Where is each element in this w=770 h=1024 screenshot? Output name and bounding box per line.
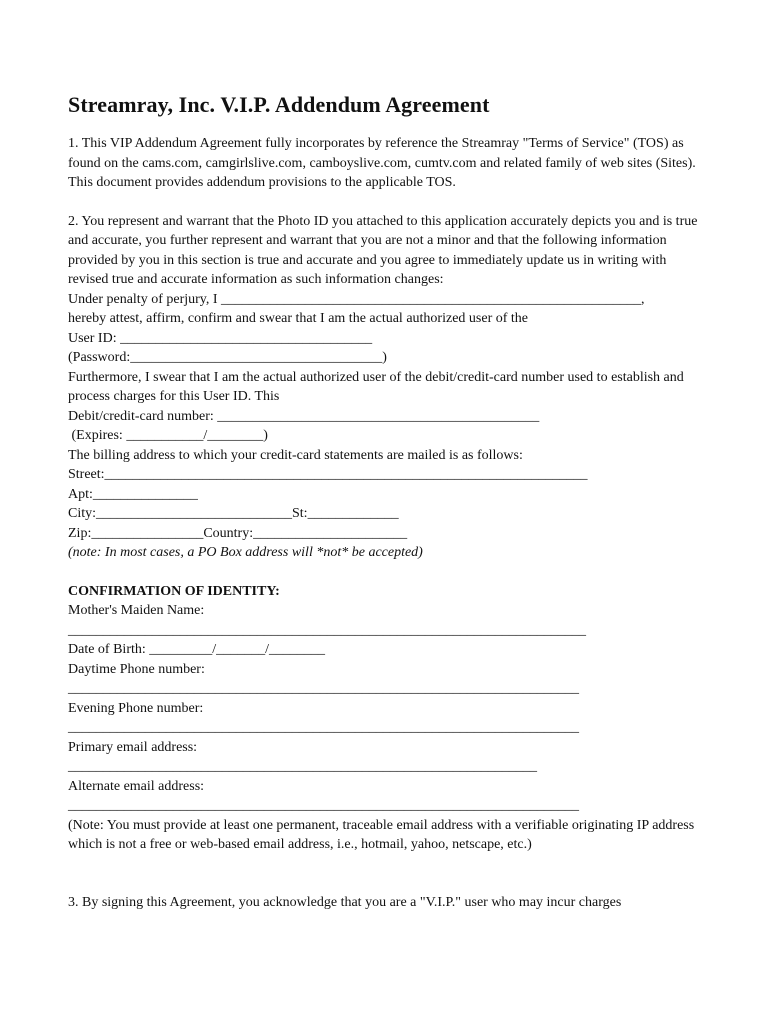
po-box-note: (note: In most cases, a PO Box address will *not* be accepted) (68, 545, 423, 560)
primary-email-label: Primary email address: (68, 739, 198, 755)
paragraph-1: 1. This VIP Addendum Agreement fully incorporates by reference the Streamray "Terms of Service" (TOS) as found on the cams.com, camgirlslive.com, camboyslive.com, cumtv.com and related family of web sites (Sites). This document provides addendum provisions to the applicable TOS. (68, 136, 696, 190)
email-note: (Note: You must provide at least one permanent, traceable email address with a verifiable originating IP address which is not a free or web-based email address, i.e., hotmail, yahoo, netscape, etc.) (68, 817, 695, 852)
primary-email-field[interactable]: ___________________________________________________________________ (68, 759, 537, 774)
perjury-name-field[interactable]: Under penalty of perjury, I ____________________________________________________________, (68, 291, 645, 307)
evening-phone-label: Evening Phone number: (68, 700, 204, 716)
confirmation-heading: CONFIRMATION OF IDENTITY: (68, 583, 280, 599)
alternate-email-label: Alternate email address: (68, 778, 205, 794)
paragraph-2: 2. You represent and warrant that the Photo ID you attached to this application accurately depicts you and is true and accurate, you further represent and warrant that you are not a minor and that the following information provided by you in this section is true and accurate and you agree to immediately update us in writing with revised true and accurate information as such information changes: (68, 213, 698, 287)
maiden-name-field[interactable]: __________________________________________________________________________ (68, 622, 586, 638)
document-title: Streamray, Inc. V.I.P. Addendum Agreement (68, 92, 490, 117)
street-field[interactable]: Street:_____________________________________________________________________ (68, 467, 588, 482)
card-number-field[interactable]: Debit/credit-card number: ______________________________________________ (68, 408, 540, 424)
document-body (68, 92, 708, 912)
attest-text: hereby attest, affirm, confirm and swear that I am the actual authorized user of the (68, 311, 528, 326)
expires-field[interactable]: (Expires: ___________/________) (68, 428, 268, 443)
day-phone-label: Daytime Phone number: (68, 661, 205, 677)
dob-field[interactable]: Date of Birth: _________/_______/________ (68, 642, 326, 657)
apt-field[interactable]: Apt:_______________ (68, 486, 198, 502)
day-phone-field[interactable]: _________________________________________________________________________ (68, 681, 579, 696)
evening-phone-field[interactable]: _________________________________________________________________________ (68, 720, 579, 735)
password-field[interactable]: (Password:____________________________________) (68, 350, 387, 365)
zip-country-field[interactable]: Zip:________________Country:______________________ (68, 525, 408, 541)
paragraph-3: 3. By signing this Agreement, you acknowledge that you are a "V.I.P." user who may incur charges (68, 894, 622, 910)
maiden-name-label: Mother's Maiden Name: (68, 603, 205, 618)
city-state-field[interactable]: City:____________________________St:_____________ (68, 506, 399, 521)
user-id-field[interactable]: User ID: ____________________________________ (68, 330, 373, 346)
billing-intro: The billing address to which your credit-card statements are mailed is as follows: (68, 447, 523, 463)
card-swear-text: Furthermore, I swear that I am the actual authorized user of the debit/credit-card number used to establish and process charges for this User ID. This (68, 369, 684, 404)
alternate-email-field[interactable]: _________________________________________________________________________ (68, 798, 579, 813)
